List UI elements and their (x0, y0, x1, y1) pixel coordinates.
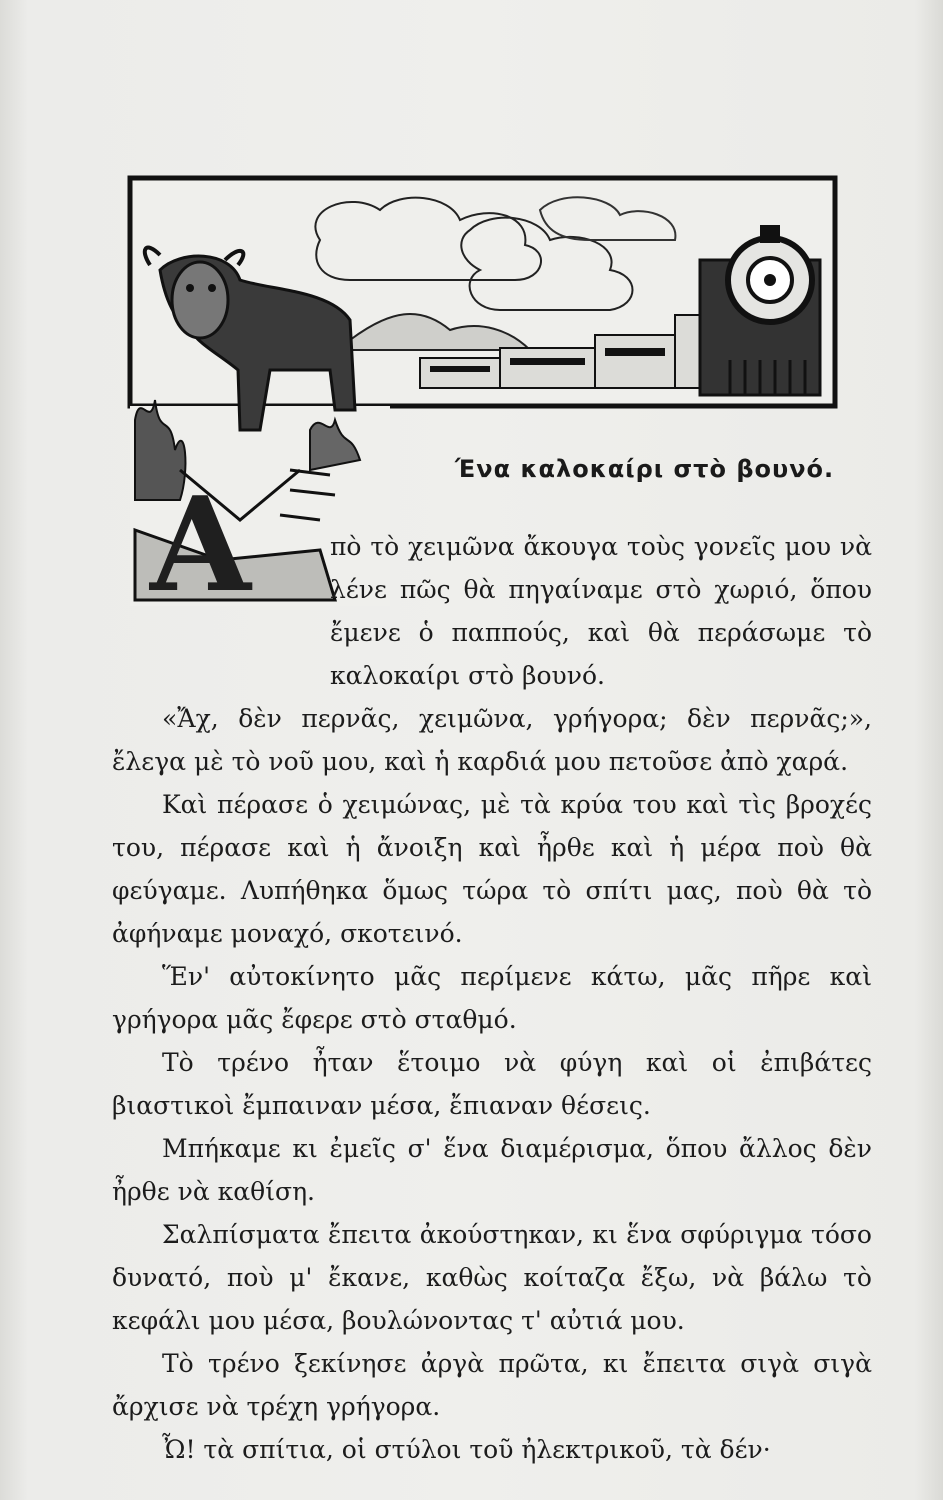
story-text (112, 525, 872, 1471)
paragraph-2: «Ἄχ, δὲν περνᾶς, χειμῶνα, γρήγορα; δὲν περνᾶς;», ἔλεγα μὲ τὸ νοῦ μου, καὶ ἡ καρδιά μου πετοῦσε ἀπὸ χαρά. (112, 704, 872, 776)
paragraph-8: Τὸ τρένο ξεκίνησε ἀργὰ πρῶτα, κι ἔπειτα σιγὰ σιγὰ ἄρχισε νὰ τρέχη γρήγορα. (112, 1349, 872, 1421)
paragraph-7: Σαλπίσματα ἔπειτα ἀκούστηκαν, κι ἕνα σφύριγμα τόσο δυνατό, ποὺ μ' ἔκανε, καθὼς κοίταζα ἔξω, νὰ βάλω τὸ κεφάλι μου μέσα, βουλώνοντας τ' αὐτιά μου. (112, 1220, 872, 1335)
paragraph-3: Καὶ πέρασε ὁ χειμώνας, μὲ τὰ κρύα του καὶ τὶς βροχές του, πέρασε καὶ ἡ ἄνοιξη καὶ ἦρθε καὶ ἡ μέρα ποὺ θὰ φεύγαμε. Λυπήθηκα ὅμως τώρα τὸ σπίτι μας, ποὺ θὰ τὸ ἀφήναμε μοναχό, σκοτεινό. (112, 790, 872, 948)
paragraph-1: πὸ τὸ χειμῶνα ἄκουγα τοὺς γονεῖς μου νὰ λένε πῶς θὰ πηγαίναμε στὸ χωριό, ὅπου ἔμενε ὁ παππούς, καὶ θὰ περάσωμε τὸ καλοκαίρι στὸ βουνό. (330, 532, 872, 690)
paragraph-9: Ὦ! τὰ σπίτια, οἱ στύλοι τοῦ ἠλεκτρικοῦ, τὰ δέν· (162, 1435, 771, 1464)
paragraph-4: Ἕν' αὐτοκίνητο μᾶς περίμενε κάτω, μᾶς πῆρε καὶ γρήγορα μᾶς ἔφερε στὸ σταθμό. (112, 962, 872, 1034)
chapter-heading: Ένα καλοκαίρι στὸ βουνό. (455, 455, 835, 483)
paragraph-5: Τὸ τρένο ἦταν ἕτοιμο νὰ φύγη καὶ οἱ ἐπιβάτες βιαστικοὶ ἔμπαιναν μέσα, ἔπιαναν θέσεις. (112, 1048, 872, 1120)
paragraph-6: Μπήκαμε κι ἐμεῖς σ' ἕνα διαμέρισμα, ὅπου ἄλλος δὲν ἦρθε νὰ καθίση. (112, 1134, 872, 1206)
drop-cap-letter: Α (150, 468, 251, 621)
